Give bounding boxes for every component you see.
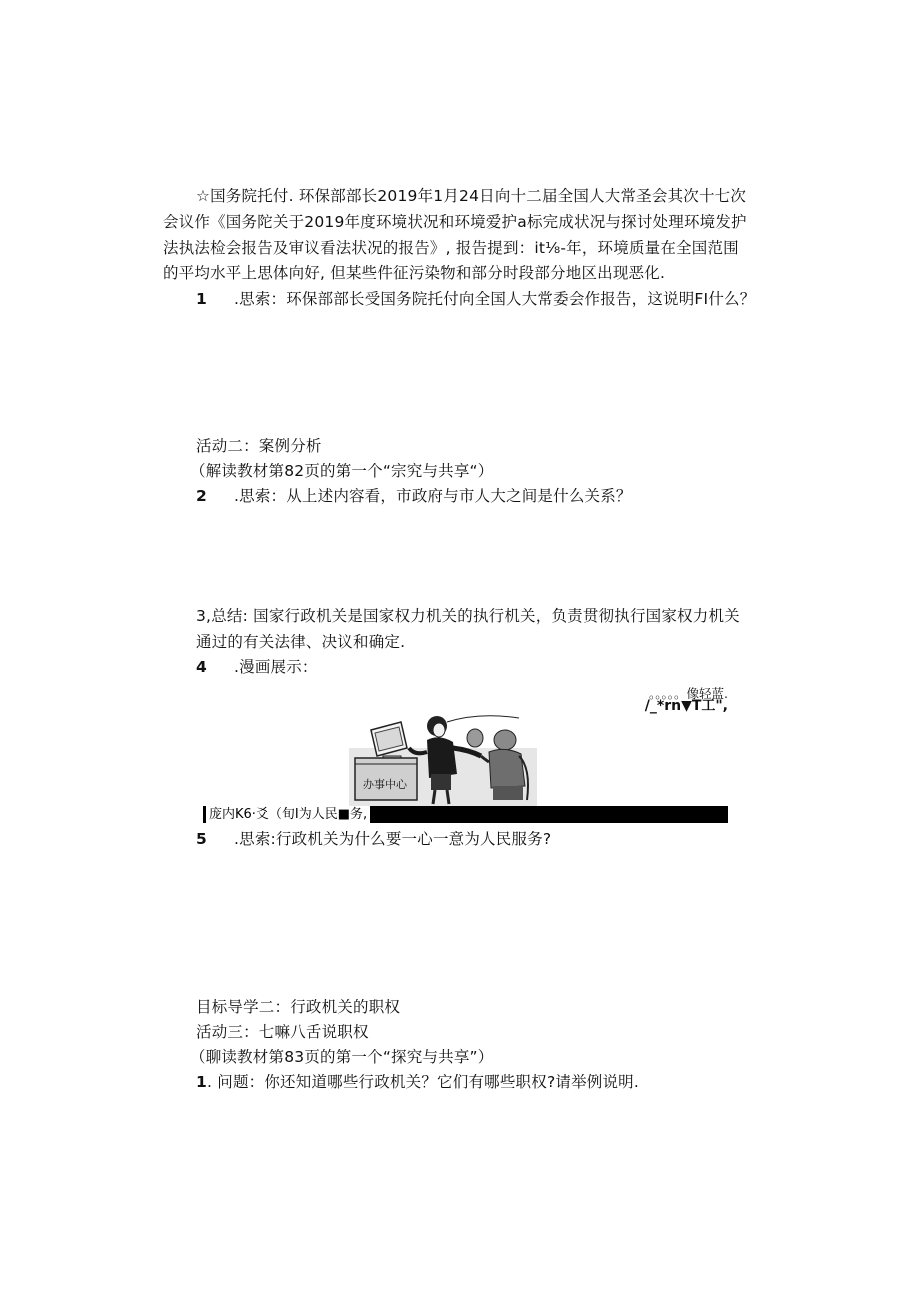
comic-note-bottom: /_*rn▼T工", [644, 698, 728, 714]
question-4-text: .漫画展示： [234, 658, 318, 676]
question-4-number: 4 [196, 658, 207, 676]
para1-line3: 法执法检会报告及审议看法状况的报告》, 报告提到：it⅛-年，环境质量在全国范围 [163, 239, 739, 257]
activity-3-reference: （聊读教材第83页的第一个“探究与共享”） [190, 1048, 494, 1066]
comic-illustration [349, 712, 537, 806]
comic-drawing [349, 712, 537, 806]
goal-2-question-1-text: . 问题：你还知道哪些行政机关？它们有哪些职权?请举例说明. [207, 1073, 640, 1091]
para1-line1: ☆国务院托付. 环保部部长2019年1月24日向十二届全国人大常圣会其次十七次 [196, 187, 747, 205]
question-4 [196, 657, 318, 677]
question-1 [196, 289, 755, 309]
activity-3-title: 活动三：七嘛八舌说职权 [196, 1023, 369, 1041]
question-2-text: .思索：从上述内容看，市政府与市人大之间是什么关系？ [234, 487, 632, 505]
question-1-text: .思索：环保部部长受国务院托付向全国人大常委会作报告，这说明FI什么？ [234, 290, 756, 308]
question-5-number: 5 [196, 830, 207, 848]
office-sign-text: 办事中心 [363, 778, 407, 791]
para1-line4: 的平均水平上思体向好, 但某些件征污染物和部分时段部分地区出现恶化. [163, 264, 666, 282]
para1-line2: 会议作《国务陀关于2019年度环境状况和环境爱护a标完成状况与探讨处理环境发护 [163, 213, 747, 231]
comic-caption-bar [203, 806, 728, 823]
activity-2-reference: （解读教材第82页的第一个“宗究与共享“） [190, 462, 494, 480]
activity-2-title: 活动二：案例分析 [196, 437, 322, 455]
goal-2-question-1-number: 1 [196, 1073, 207, 1091]
question-2-number: 2 [196, 487, 207, 505]
goal-2-question-1 [196, 1072, 639, 1092]
question-5 [196, 829, 551, 849]
summary-3-line2: 通过的有关法律、决议和确定. [196, 633, 406, 651]
summary-3-line1: 3,总结: 国家行政机关是国家权力机关的执行机关，负责贯彻执行国家权力机关 [196, 607, 740, 625]
goal-2-title: 目标导学二：行政机关的职权 [196, 998, 401, 1016]
comic-note-top: 。。。。。像轻蓝. [649, 686, 728, 701]
question-1-number: 1 [196, 290, 207, 308]
comic-caption: 庞内K6·爻（旬I为人民■务, [206, 806, 370, 823]
question-2 [196, 486, 632, 506]
question-5-text: .思索:行政机关为什么要一心一意为人民服务? [234, 830, 552, 848]
